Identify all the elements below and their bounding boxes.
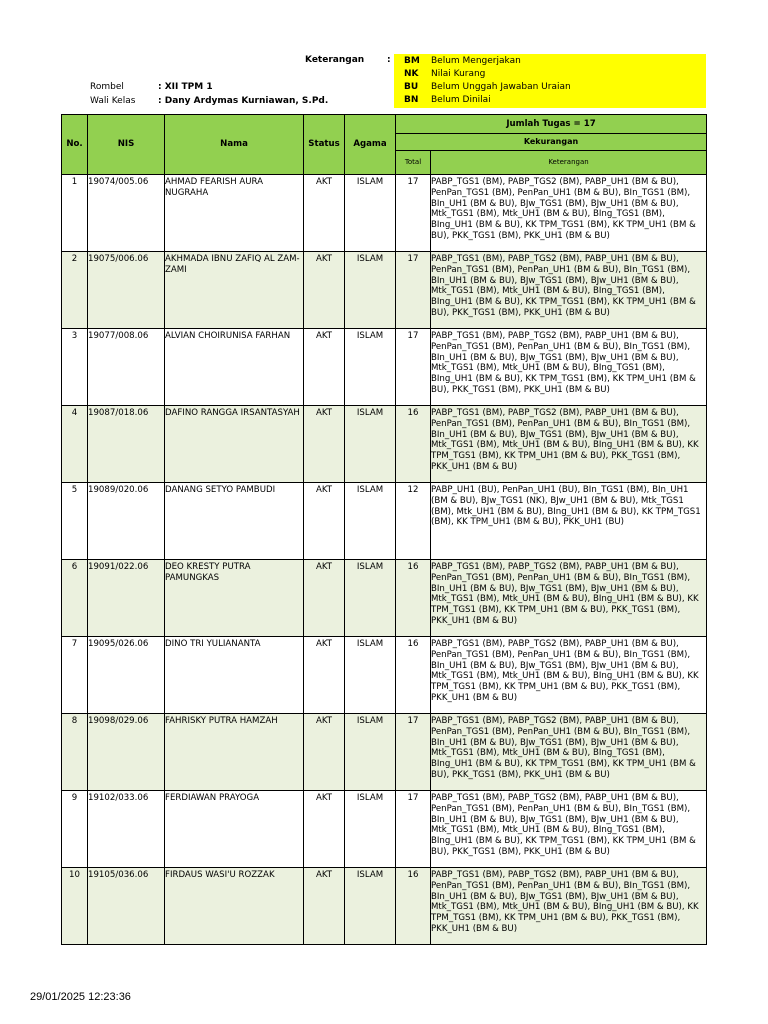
religion-cell: ISLAM [345,329,396,406]
religion-cell: ISLAM [345,175,396,252]
keterangan-cell: PABP_TGS1 (BM), PABP_TGS2 (BM), PABP_UH1 (BM & BU), PenPan_TGS1 (BM), PenPan_UH1 (BM & BU), BIn_TGS1 (BM), BIn_UH1 (BM & BU), BJw_TGS1 (BM), BJw_UH1 (BM & BU), Mtk_TGS1 (BM), Mtk_UH1 (BM & BU), BIng_TGS1 (BM), BIng_UH1 (BM & BU), KK TPM_TGS1 (BM), KK TPM_UH1 (BM & BU), PKK_TGS1 (BM), PKK_UH1 (BM & BU) [431,714,707,791]
keterangan-cell: PABP_TGS1 (BM), PABP_TGS2 (BM), PABP_UH1 (BM & BU), PenPan_TGS1 (BM), PenPan_UH1 (BM & BU), BIn_TGS1 (BM), BIn_UH1 (BM & BU), BJw_TGS1 (BM), BJw_UH1 (BM & BU), Mtk_TGS1 (BM), Mtk_UH1 (BM & BU), BIng_TGS1 (BM), BIng_UH1 (BM & BU), KK TPM_TGS1 (BM), KK TPM_UH1 (BM & BU), PKK_TGS1 (BM), PKK_UH1 (BM & BU) [431,175,707,252]
religion-cell: ISLAM [345,868,396,945]
status-cell: AKT [304,329,345,406]
nis-cell: 19075/006.06 [88,252,165,329]
table-row [62,252,707,329]
table-row [62,868,707,945]
status-cell: AKT [304,406,345,483]
religion-cell: ISLAM [345,252,396,329]
total-cell: 17 [396,791,431,868]
rombel-value: : XII TPM 1 [158,82,213,92]
total-cell: 17 [396,175,431,252]
nis-cell: 19098/029.06 [88,714,165,791]
keterangan-cell: PABP_TGS1 (BM), PABP_TGS2 (BM), PABP_UH1 (BM & BU), PenPan_TGS1 (BM), PenPan_UH1 (BM & BU), BIn_TGS1 (BM), BIn_UH1 (BM & BU), BJw_TGS1 (BM), BJw_UH1 (BM & BU), Mtk_TGS1 (BM), Mtk_UH1 (BM & BU), BIng_TGS1 (BM), BIng_UH1 (BM & BU), KK TPM_TGS1 (BM), KK TPM_UH1 (BM & BU), PKK_TGS1 (BM), PKK_UH1 (BM & BU) [431,252,707,329]
name-cell: FERDIAWAN PRAYOGA [165,791,304,868]
row-number: 8 [62,714,88,791]
legend-description: Nilai Kurang [431,69,486,79]
total-cell: 16 [396,406,431,483]
header-no: No. [62,115,88,175]
nis-cell: 19087/018.06 [88,406,165,483]
row-number: 3 [62,329,88,406]
table-row [62,637,707,714]
keterangan-cell: PABP_TGS1 (BM), PABP_TGS2 (BM), PABP_UH1 (BM & BU), PenPan_TGS1 (BM), PenPan_UH1 (BM & BU), BIn_TGS1 (BM), BIn_UH1 (BM & BU), BJw_TGS1 (BM), BJw_UH1 (BM & BU), Mtk_TGS1 (BM), Mtk_UH1 (BM & BU), BIng_UH1 (BM & BU), KK TPM_TGS1 (BM), KK TPM_UH1 (BM & BU), PKK_TGS1 (BM), PKK_UH1 (BM & BU) [431,868,707,945]
nis-cell: 19091/022.06 [88,560,165,637]
row-number: 5 [62,483,88,560]
keterangan-cell: PABP_TGS1 (BM), PABP_TGS2 (BM), PABP_UH1 (BM & BU), PenPan_TGS1 (BM), PenPan_UH1 (BM & BU), BIn_TGS1 (BM), BIn_UH1 (BM & BU), BJw_TGS1 (BM), BJw_UH1 (BM & BU), Mtk_TGS1 (BM), Mtk_UH1 (BM & BU), BIng_TGS1 (BM), BIng_UH1 (BM & BU), KK TPM_TGS1 (BM), KK TPM_UH1 (BM & BU), PKK_TGS1 (BM), PKK_UH1 (BM & BU) [431,791,707,868]
row-number: 2 [62,252,88,329]
keterangan-cell: PABP_TGS1 (BM), PABP_TGS2 (BM), PABP_UH1 (BM & BU), PenPan_TGS1 (BM), PenPan_UH1 (BM & BU), BIn_TGS1 (BM), BIn_UH1 (BM & BU), BJw_TGS1 (BM), BJw_UH1 (BM & BU), Mtk_TGS1 (BM), Mtk_UH1 (BM & BU), BIng_UH1 (BM & BU), KK TPM_TGS1 (BM), KK TPM_UH1 (BM & BU), PKK_TGS1 (BM), PKK_UH1 (BM & BU) [431,406,707,483]
name-cell: FIRDAUS WASI'U ROZZAK [165,868,304,945]
wali-kelas-value: : Dany Ardymas Kurniawan, S.Pd. [158,96,329,106]
total-cell: 17 [396,329,431,406]
legend-box [394,54,706,108]
total-cell: 17 [396,252,431,329]
table-row [62,560,707,637]
keterangan-cell: PABP_TGS1 (BM), PABP_TGS2 (BM), PABP_UH1 (BM & BU), PenPan_TGS1 (BM), PenPan_UH1 (BM & BU), BIn_TGS1 (BM), BIn_UH1 (BM & BU), BJw_TGS1 (BM), BJw_UH1 (BM & BU), Mtk_TGS1 (BM), Mtk_UH1 (BM & BU), BIng_UH1 (BM & BU), KK TPM_TGS1 (BM), KK TPM_UH1 (BM & BU), PKK_TGS1 (BM), PKK_UH1 (BM & BU) [431,560,707,637]
religion-cell: ISLAM [345,406,396,483]
religion-cell: ISLAM [345,791,396,868]
name-cell: FAHRISKY PUTRA HAMZAH [165,714,304,791]
legend-code: BN [404,95,419,105]
keterangan-colon: : [387,55,391,65]
legend-description: Belum Dinilai [431,95,491,105]
keterangan-cell: PABP_TGS1 (BM), PABP_TGS2 (BM), PABP_UH1 (BM & BU), PenPan_TGS1 (BM), PenPan_UH1 (BM & BU), BIn_TGS1 (BM), BIn_UH1 (BM & BU), BJw_TGS1 (BM), BJw_UH1 (BM & BU), Mtk_TGS1 (BM), Mtk_UH1 (BM & BU), BIng_TGS1 (BM), BIng_UH1 (BM & BU), KK TPM_TGS1 (BM), KK TPM_UH1 (BM & BU), PKK_TGS1 (BM), PKK_UH1 (BM & BU) [431,329,707,406]
nis-cell: 19095/026.06 [88,637,165,714]
legend-code: BM [404,56,420,66]
legend-code: NK [404,69,419,79]
status-cell: AKT [304,252,345,329]
status-cell: AKT [304,791,345,868]
table-row [62,406,707,483]
nis-cell: 19077/008.06 [88,329,165,406]
nis-cell: 19102/033.06 [88,791,165,868]
total-cell: 16 [396,868,431,945]
legend-code: BU [404,82,419,92]
name-cell: DINO TRI YULIANANTA [165,637,304,714]
row-number: 9 [62,791,88,868]
religion-cell: ISLAM [345,483,396,560]
table-row [62,175,707,252]
total-cell: 12 [396,483,431,560]
header-status: Status [304,115,345,175]
legend-description: Belum Mengerjakan [431,56,521,66]
student-task-table [61,114,707,945]
religion-cell: ISLAM [345,560,396,637]
name-cell: DANANG SETYO PAMBUDI [165,483,304,560]
name-cell: DAFINO RANGGA IRSANTASYAH [165,406,304,483]
name-cell: AKHMADA IBNU ZAFIQ AL ZAM-ZAMI [165,252,304,329]
print-timestamp: 29/01/2025 12:23:36 [30,991,131,1003]
header-nis: NIS [88,115,165,175]
religion-cell: ISLAM [345,714,396,791]
nis-cell: 19089/020.06 [88,483,165,560]
keterangan-cell: PABP_UH1 (BU), PenPan_UH1 (BU), BIn_TGS1 (BM), BIn_UH1 (BM & BU), BJw_TGS1 (NK), BJw_UH1 (BM & BU), Mtk_TGS1 (BM), Mtk_UH1 (BM & BU), BIng_UH1 (BM & BU), KK TPM_TGS1 (BM), KK TPM_UH1 (BM & BU), PKK_UH1 (BU) [431,483,707,560]
keterangan-label: Keterangan [305,55,365,65]
total-cell: 16 [396,637,431,714]
header-nama: Nama [165,115,304,175]
status-cell: AKT [304,637,345,714]
total-cell: 17 [396,714,431,791]
name-cell: DEO KRESTY PUTRA PAMUNGKAS [165,560,304,637]
status-cell: AKT [304,714,345,791]
rombel-label: Rombel [90,82,124,92]
legend-description: Belum Unggah Jawaban Uraian [431,82,571,92]
header-total: Total [396,151,431,175]
header-kekurangan: Kekurangan [396,134,707,151]
row-number: 10 [62,868,88,945]
header-keterangan: Keterangan [431,151,707,175]
table-row [62,714,707,791]
total-cell: 16 [396,560,431,637]
status-cell: AKT [304,560,345,637]
header-agama: Agama [345,115,396,175]
name-cell: ALVIAN CHOIRUNISA FARHAN [165,329,304,406]
header-jumlah-tugas: Jumlah Tugas = 17 [396,115,707,134]
table-row [62,483,707,560]
status-cell: AKT [304,483,345,560]
row-number: 6 [62,560,88,637]
name-cell: AHMAD FEARISH AURA NUGRAHA [165,175,304,252]
status-cell: AKT [304,868,345,945]
keterangan-cell: PABP_TGS1 (BM), PABP_TGS2 (BM), PABP_UH1 (BM & BU), PenPan_TGS1 (BM), PenPan_UH1 (BM & BU), BIn_TGS1 (BM), BIn_UH1 (BM & BU), BJw_TGS1 (BM), BJw_UH1 (BM & BU), Mtk_TGS1 (BM), Mtk_UH1 (BM & BU), BIng_UH1 (BM & BU), KK TPM_TGS1 (BM), KK TPM_UH1 (BM & BU), PKK_TGS1 (BM), PKK_UH1 (BM & BU) [431,637,707,714]
religion-cell: ISLAM [345,637,396,714]
row-number: 4 [62,406,88,483]
table-row [62,329,707,406]
nis-cell: 19105/036.06 [88,868,165,945]
row-number: 7 [62,637,88,714]
status-cell: AKT [304,175,345,252]
table-row [62,791,707,868]
row-number: 1 [62,175,88,252]
nis-cell: 19074/005.06 [88,175,165,252]
wali-kelas-label: Wali Kelas [90,96,136,106]
